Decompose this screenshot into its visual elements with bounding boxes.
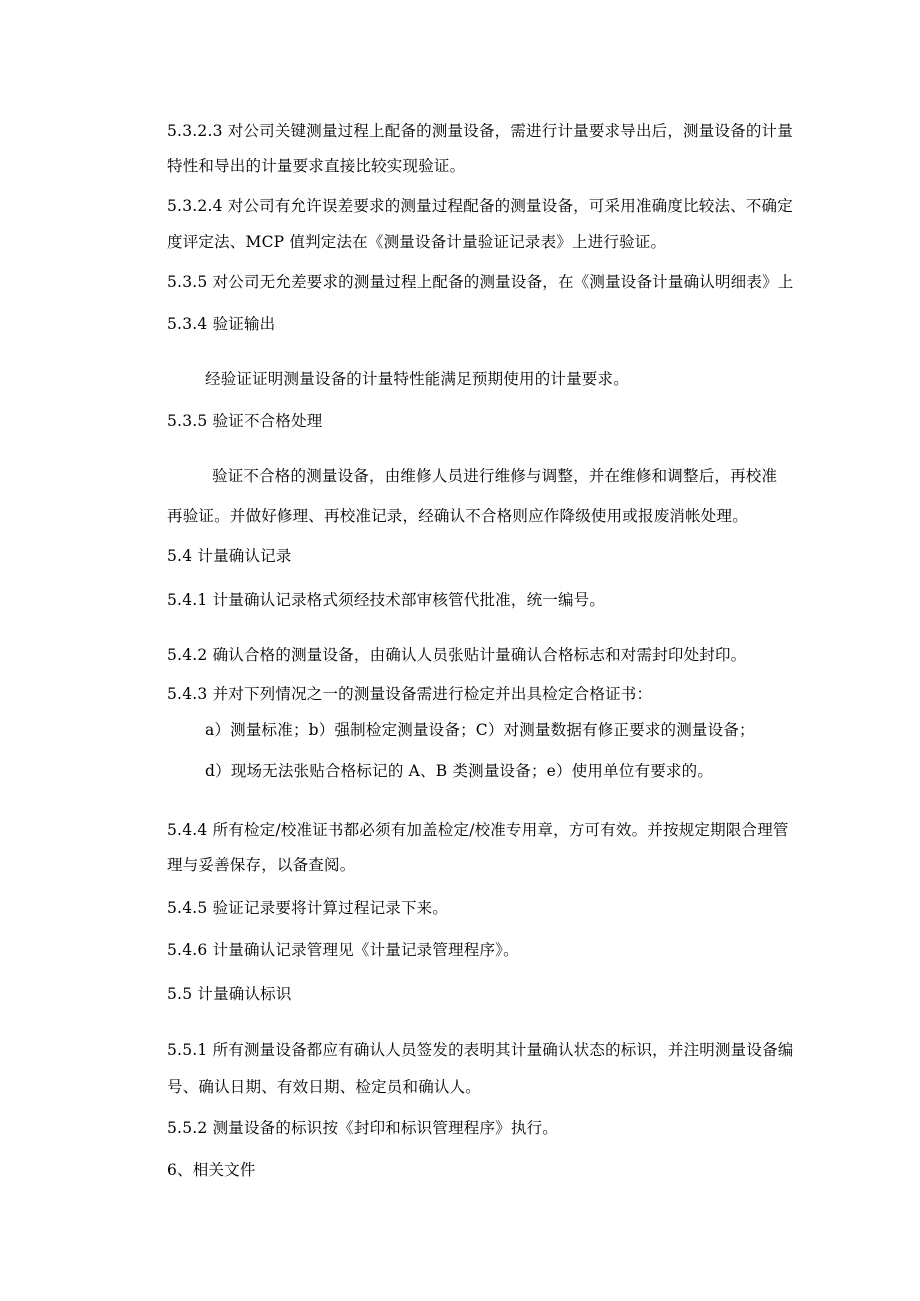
text-line-5-4-4-cont: 理与妥善保存，以备查阅。: [167, 856, 356, 874]
heading-5-3-4: 5.3.4 验证输出: [167, 315, 276, 333]
heading-5-3-5: 5.3.5 验证不合格处理: [167, 412, 323, 430]
text-line-5-4-1: 5.4.1 计量确认记录格式须经技术部审核管代批准，统一编号。: [167, 591, 606, 609]
text-line-5-4-5: 5.4.5 验证记录要将计算过程记录下来。: [167, 899, 449, 917]
text-line-5-4-3: 5.4.3 并对下列情况之一的测量设备需进行检定并出具检定合格证书：: [167, 685, 653, 703]
text-line-5-5-1: 5.5.1 所有测量设备都应有确认人员签发的表明其计量确认状态的标识，并注明测量设备编: [167, 1041, 794, 1059]
text-line-5-3-2-4: 5.3.2.4 对公司有允许误差要求的测量过程配备的测量设备，可采用准确度比较法、不确定: [167, 197, 793, 215]
text-line-5-3-2-3: 5.3.2.3 对公司关键测量过程上配备的测量设备，需进行计量要求导出后，测量设备的计量: [167, 122, 793, 140]
text-line-5-4-6: 5.4.6 计量确认记录管理见《计量记录管理程序》。: [167, 941, 519, 959]
text-line-5-5-1-cont: 号、确认日期、有效日期、检定员和确认人。: [167, 1078, 482, 1096]
heading-5-4: 5.4 计量确认记录: [167, 547, 292, 565]
text-line-5-3-2-3-cont: 特性和导出的计量要求直接比较实现验证。: [167, 157, 466, 175]
heading-6: 6、相关文件: [167, 1161, 256, 1179]
text-line-verification-output: 经验证证明测量设备的计量特性能满足预期使用的计量要求。: [205, 370, 629, 388]
text-line-nonconforming-cont: 再验证。并做好修理、再校准记录，经确认不合格则应作降级使用或报废消帐处理。: [167, 507, 748, 525]
heading-5-5: 5.5 计量确认标识: [167, 985, 292, 1003]
text-line-5-5-2: 5.5.2 测量设备的标识按《封印和标识管理程序》执行。: [167, 1119, 558, 1137]
text-line-nonconforming: 验证不合格的测量设备，由维修人员进行维修与调整，并在维修和调整后，再校准: [212, 467, 778, 485]
text-line-5-3-5-a: 5.3.5 对公司无允差要求的测量过程上配备的测量设备，在《测量设备计量确认明细表》上: [167, 273, 794, 291]
list-item-a-c: a）测量标准；b）强制检定测量设备；C）对测量数据有修正要求的测量设备；: [205, 721, 755, 739]
text-line-5-3-2-4-cont: 度评定法、MCP 值判定法在《测量设备计量验证记录表》上进行验证。: [167, 233, 667, 251]
list-item-d-e: d）现场无法张贴合格标记的 A、B 类测量设备；e）使用单位有要求的。: [205, 762, 714, 780]
text-line-5-4-4: 5.4.4 所有检定/校准证书都必须有加盖检定/校准专用章，方可有效。并按规定期限合理管: [167, 821, 789, 839]
text-line-5-4-2: 5.4.2 确认合格的测量设备，由确认人员张贴计量确认合格标志和对需封印处封印。: [167, 646, 747, 664]
